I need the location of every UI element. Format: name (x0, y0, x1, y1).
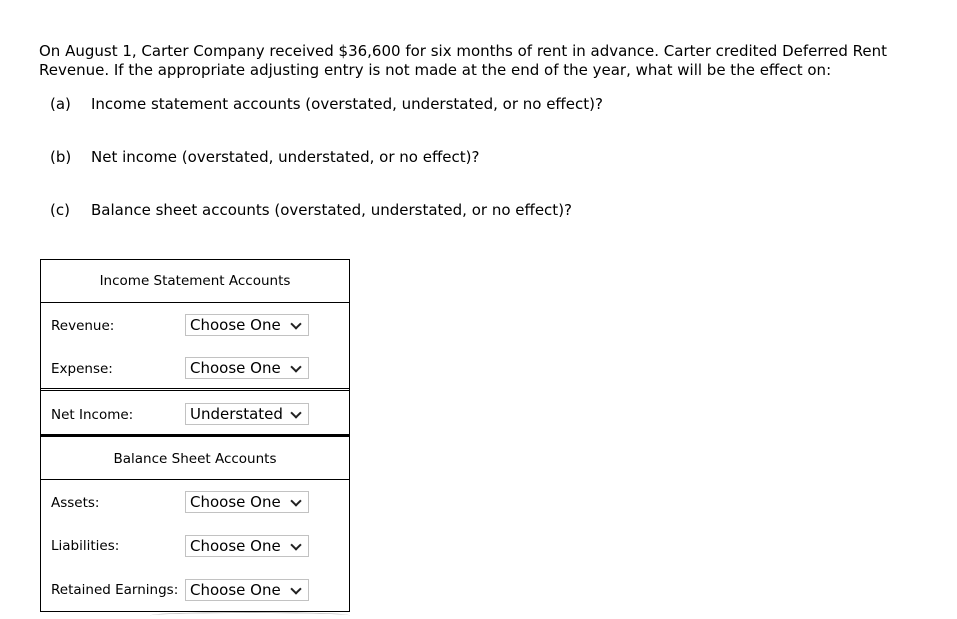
assets-select[interactable] (185, 491, 309, 513)
part-letter: (c) (50, 201, 70, 219)
chevron-down-icon (290, 583, 301, 594)
revenue-select-value: Choose One (190, 316, 281, 334)
liabilities-select[interactable] (185, 535, 309, 557)
liabilities-select-value: Choose One (190, 537, 281, 555)
question-part-a (50, 95, 603, 114)
retained-earnings-label: Retained Earnings: (51, 582, 179, 598)
revenue-label: Revenue: (51, 318, 115, 334)
chevron-down-icon (290, 318, 301, 329)
chevron-down-icon (290, 539, 301, 550)
divider (41, 434, 349, 437)
question-part-b (50, 148, 479, 167)
part-text: Income statement accounts (overstated, understated, or no effect)? (91, 95, 603, 113)
divider (41, 388, 349, 391)
revenue-select[interactable] (185, 314, 309, 336)
net-income-select-value: Understated (190, 405, 283, 423)
assets-select-value: Choose One (190, 493, 281, 511)
liabilities-label: Liabilities: (51, 538, 120, 554)
question-text: On August 1, Carter Company received $36,600 for six months of rent in advance. Carter credited Deferred Rent Revenue. If the appropriate adjusting entry is not made at the end of the year, what will be the effect on: (39, 42, 887, 79)
divider (41, 479, 349, 480)
part-text: Net income (overstated, understated, or no effect)? (91, 148, 480, 166)
chevron-down-icon (290, 495, 301, 506)
retained-earnings-select-value: Choose One (190, 581, 281, 599)
income-statement-header: Income Statement Accounts (99, 273, 291, 289)
expense-select[interactable] (185, 357, 309, 379)
part-letter: (b) (50, 148, 72, 166)
net-income-select[interactable] (185, 403, 309, 425)
net-income-label: Net Income: (51, 407, 134, 423)
expense-select-value: Choose One (190, 359, 281, 377)
chevron-down-icon (290, 407, 301, 418)
part-text: Balance sheet accounts (overstated, understated, or no effect)? (91, 201, 573, 219)
question-part-c (50, 201, 572, 220)
effects-table (40, 259, 350, 612)
balance-sheet-header: Balance Sheet Accounts (113, 451, 277, 467)
expense-label: Expense: (51, 361, 113, 377)
retained-earnings-select[interactable] (185, 579, 309, 601)
part-letter: (a) (50, 95, 71, 113)
divider (41, 302, 349, 303)
chevron-down-icon (290, 361, 301, 372)
assets-label: Assets: (51, 495, 100, 511)
